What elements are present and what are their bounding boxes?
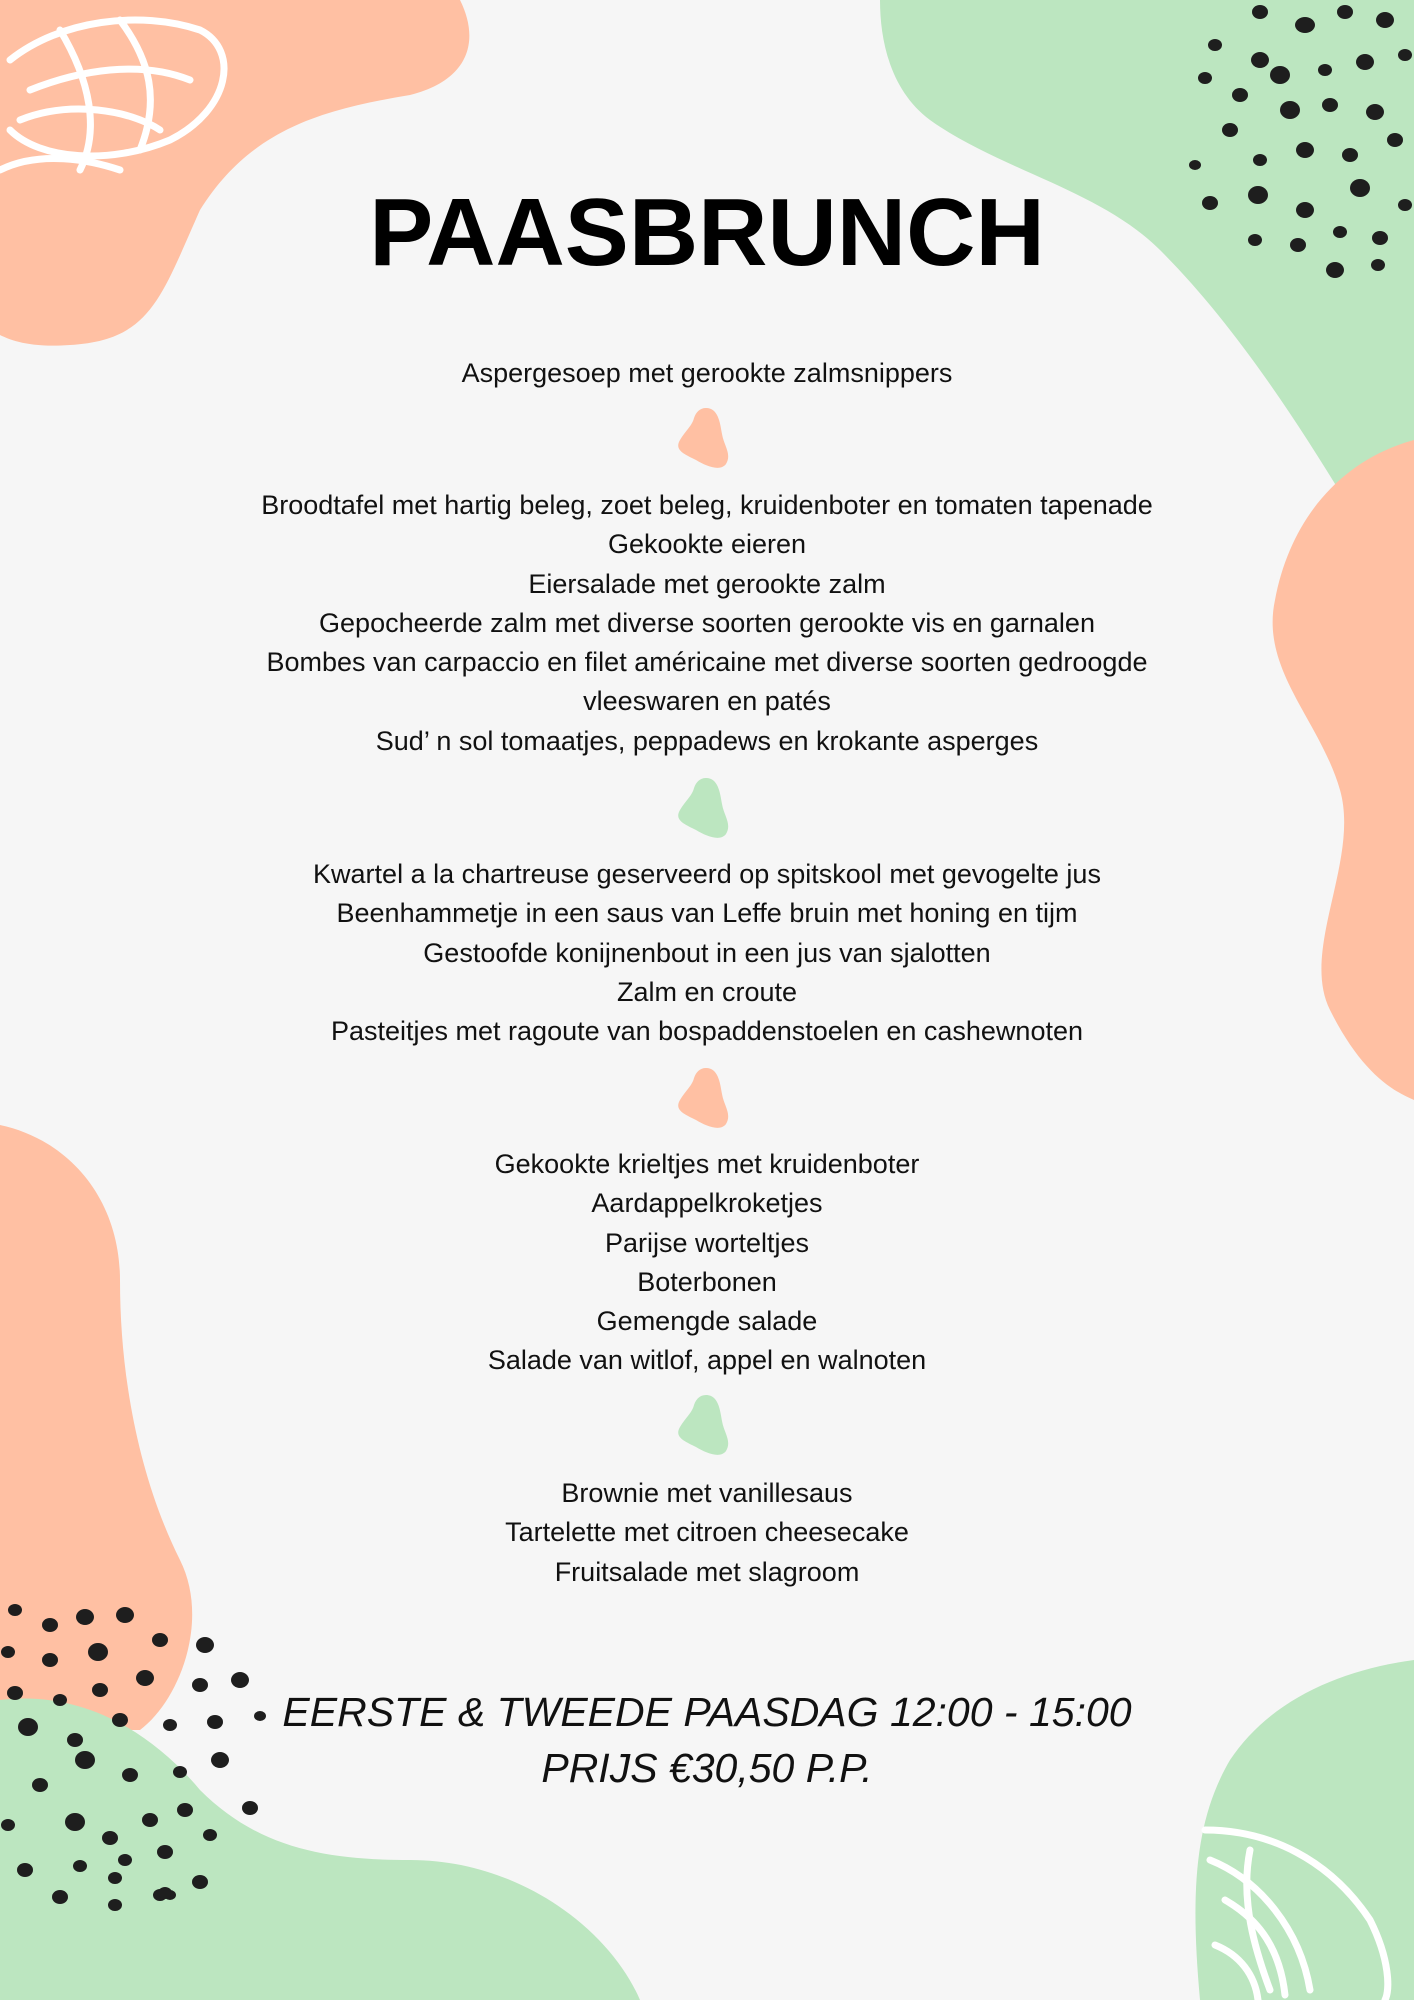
menu-item: Aspergesoep met gerookte zalmsnippers (461, 358, 953, 388)
menu-title: PAASBRUNCH (369, 179, 1045, 286)
menu-item: Pasteitjes met ragoute van bospaddenstoelen en cashewnoten (330, 1016, 1084, 1047)
menu-section-soup (200, 354, 1214, 393)
menu-item: Kwartel a la chartreuse geserveerd op spitskool met gevogelte jus (313, 859, 1101, 889)
footer-price: PRIJS €30,50 P.P. (541, 1745, 873, 1791)
menu-section-mains (200, 855, 1214, 1051)
menu-item: Gemengde salade (596, 1306, 818, 1337)
menu-section-starters (200, 486, 1214, 761)
menu-item: Bombes van carpaccio en filet américaine met diverse soorten gedroogde vleeswaren en patés (266, 647, 1148, 717)
menu-item: Aardappelkroketjes (591, 1188, 823, 1219)
menu-section-sides (200, 1145, 1214, 1381)
menu-item: Brownie met vanillesaus (561, 1478, 853, 1508)
menu-item: Boterbonen (637, 1266, 777, 1297)
footer-dates: EERSTE & TWEEDE PAASDAG 12:00 - 15:00 (282, 1689, 1132, 1735)
menu-item: Salade van witlof, appel en walnoten (487, 1345, 927, 1376)
menu-item: Eiersalade met gerookte zalm (528, 568, 886, 599)
menu-item: Gekookte eieren (607, 529, 807, 560)
menu-item: Broodtafel met hartig beleg, zoet beleg, kruidenboter en tomaten tapenade (261, 490, 1153, 520)
menu-section-desserts (200, 1474, 1214, 1592)
menu-item: Beenhammetje in een saus van Leffe bruin met honing en tijm (336, 898, 1078, 929)
peach-divider-blob (674, 406, 734, 470)
menu-item: Gestoofde konijnenbout in een jus van sjalotten (423, 937, 991, 968)
peach-divider-blob (674, 1066, 734, 1130)
mint-divider-blob (674, 776, 734, 840)
menu-item: Zalm en croute (616, 976, 798, 1007)
menu-item: Sud’ n sol tomaatjes, peppadews en krokante asperges (375, 725, 1039, 756)
menu-item: Gepocheerde zalm met diverse soorten gerookte vis en garnalen (319, 607, 1095, 638)
menu-item: Fruitsalade met slagroom (554, 1556, 860, 1587)
menu-item: Tartelette met citroen cheesecake (505, 1517, 909, 1548)
menu-item: Gekookte krieltjes met kruidenboter (494, 1149, 920, 1179)
mint-divider-blob (674, 1393, 734, 1457)
menu-item: Parijse worteltjes (604, 1227, 810, 1258)
